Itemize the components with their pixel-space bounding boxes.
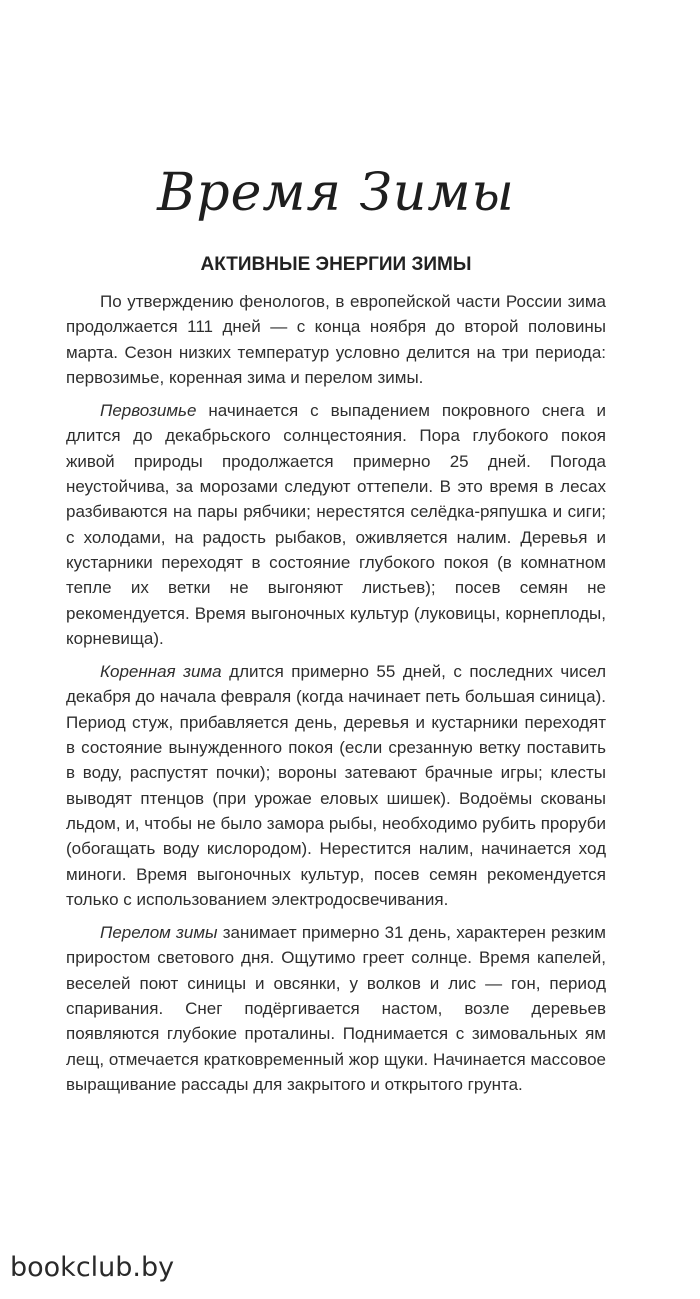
paragraph-winter-break [66, 920, 606, 1097]
paragraph-term: Перелом зимы [100, 923, 218, 943]
paragraph-text: длится примерно 55 дней, с последних чисел декабря до начала февраля (когда начинает петь большая синица). Период стуж, прибавляется день, деревья и кустарники переходят в состояние вынужденного покоя (если срезанную ветку поставить в воду, распустят почки); вороны затевают брачные игры; клесты выводят птенцов (при урожае еловых шишек). Водоёмы скованы льдом, и, чтобы не было замора рыбы, необходимо рубить проруби (обогащать воду кислородом). Нерестится налим, начинается ход миноги. Время выгоночных культур, посев семян рекомендуется только с использованием электродосвечивания. [66, 662, 607, 909]
section-heading: АКТИВНЫЕ ЭНЕРГИИ ЗИМЫ [200, 254, 472, 275]
paragraph-text: начинается с выпадением покровного снега и длится до декабрьского солнцестояния. Пора глубокого покоя живой природы продолжается примерно 25 дней. Погода неустойчива, за морозами следуют оттепели. В это время в лесах разбиваются на пары рябчики; нерестятся селёдка-ряпушка и сиги; с холодами, на радость рыбаков, оживляется налим. Деревья и кустарники переходят в состояние глубокого покоя (в комнатном тепле их ветки не выгоняют листьев); посев семян не рекомендуется. Время выгоночных культур (луковицы, корнеплоды, корневища). [66, 401, 606, 648]
paragraph-term: Первозимье [100, 401, 197, 421]
paragraph-term: Коренная зима [100, 662, 222, 682]
paragraph-deep-winter [66, 659, 606, 912]
paragraph-text: По утверждению фенологов, в европейской части России зима продолжается 111 дней — с конца ноября до второй половины марта. Сезон низких температур условно делится на три периода: первозимье, коренная зима и перелом зимы. [66, 292, 606, 387]
watermark: bookclub.by [10, 1252, 175, 1283]
paragraph-intro [66, 289, 606, 390]
chapter-title: Время Зимы [157, 163, 515, 223]
paragraph-text: занимает примерно 31 день, характерен резким приростом светового дня. Ощутимо греет солнце. Время капелей, веселей поют синицы и овсянки, у волков и лис — гон, период спаривания. Снег подёргивается настом, возле деревьев появляются глубокие проталины. Поднимается с зимовальных ям лещ, отмечается кратковременный жор щуки. Начинается массовое выращивание рассады для закрытого и открытого грунта. [66, 923, 606, 1094]
paragraph-first-winter [66, 398, 606, 651]
body-text [66, 289, 606, 1105]
